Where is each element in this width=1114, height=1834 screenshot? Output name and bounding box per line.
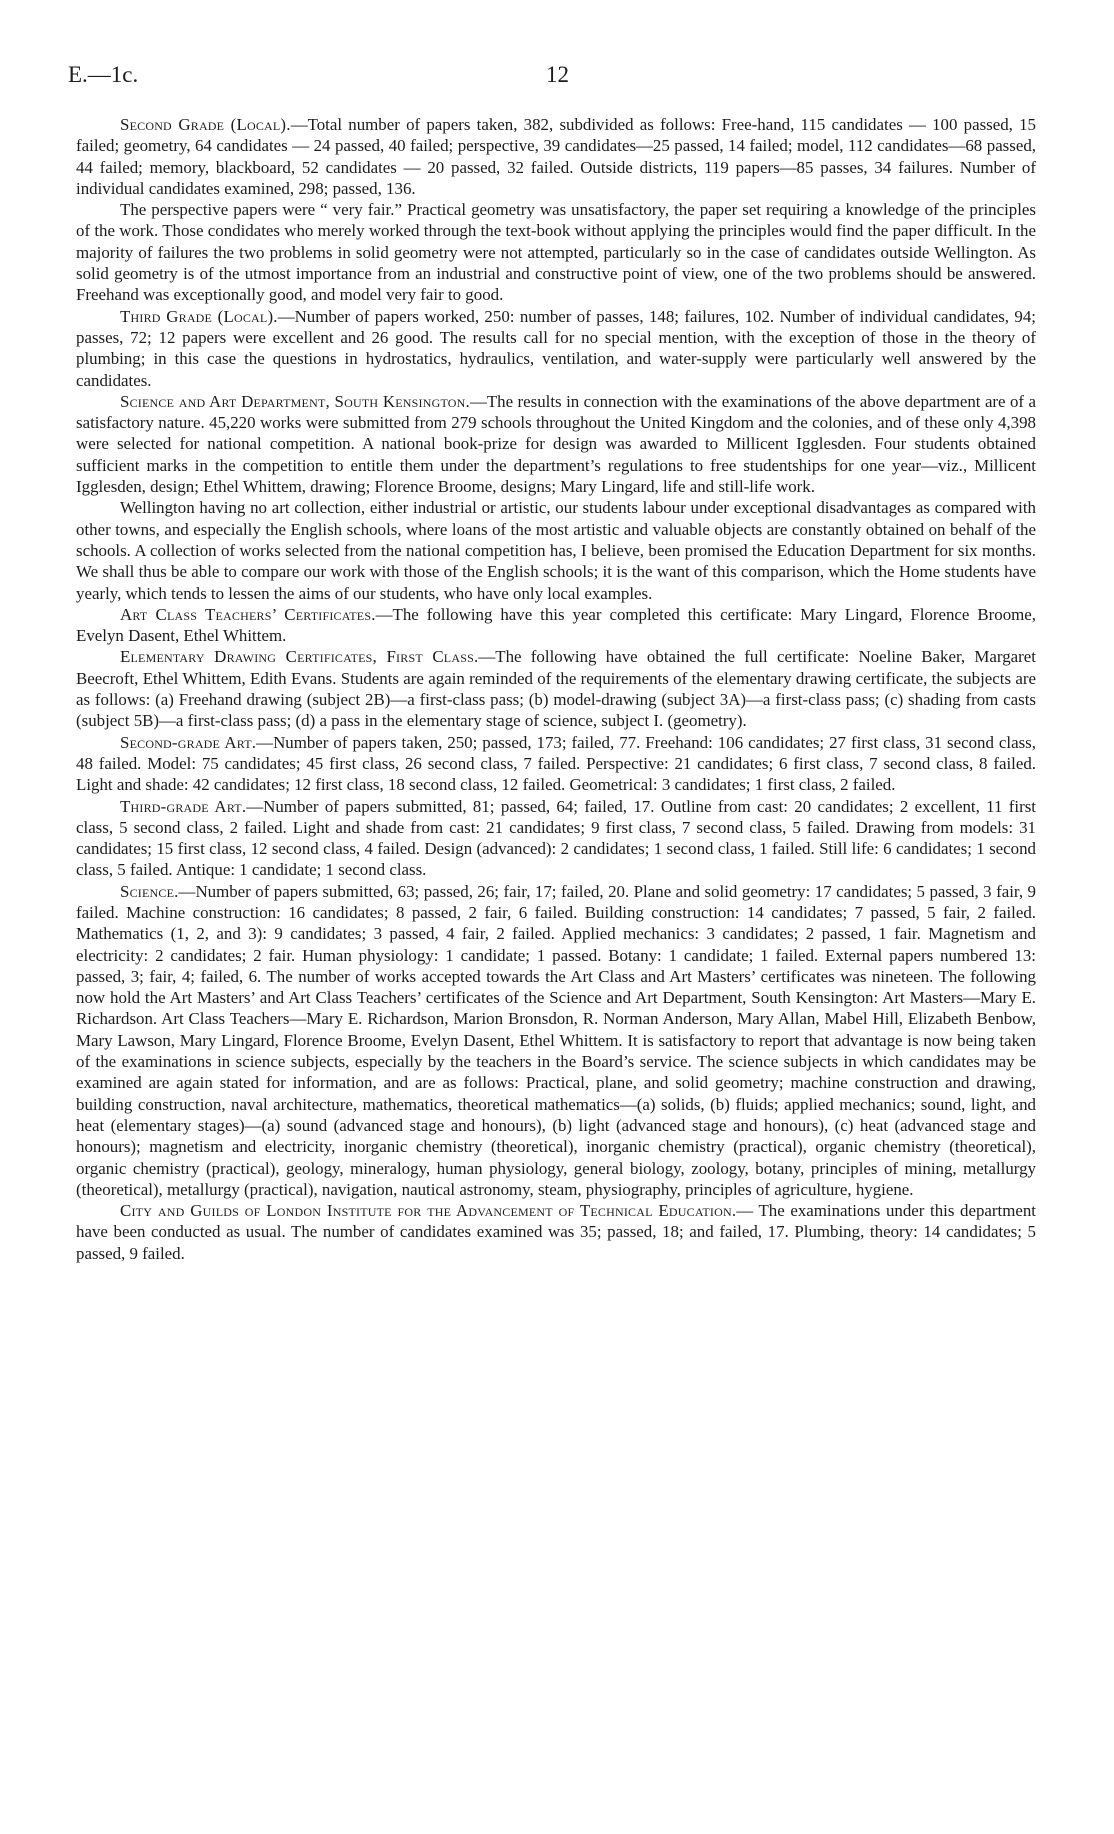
paragraph-wellington-collection (76, 497, 1036, 603)
paragraph-science (76, 881, 1036, 1200)
page-header (68, 62, 1046, 94)
paragraph-text: — The examinations under this department have been conducted as usual. The number of candidates examined was 35; passed, 18; and failed, 17. Plumbing, theory: 14 candidates; 5 passed, 9 failed. (76, 1201, 1036, 1263)
paragraph-heading: Second-grade Art. (120, 732, 257, 752)
paragraph-text: —Total number of papers taken, 382, subdivided as follows: Free-hand, 115 candidates — 100 passed, 15 failed; geometry, 64 candidates — 24 passed, 40 failed; perspective, 39 candidates—25 passed, 14 failed; model, 112 candidates—68 passed, 44 failed; memory, blackboard, 52 candidates — 20 passed, 32 failed. Outside districts, 119 papers—85 passes, 34 failures. Number of individual candidates examined, 298; passed, 136. (76, 115, 1036, 198)
paragraph-heading: Elementary Drawing Certificates, First Class. (120, 647, 479, 667)
paragraph-heading: Third Grade (Local). (120, 306, 278, 326)
paragraph-text: The perspective papers were “ very fair.” Practical geometry was unsatisfactory, the paper set requiring a knowledge of the principles of the work. Those condidates who merely worked through the text-book without applying the principles would find the paper difficult. In the majority of failures the two problems in solid geometry were not attempted, particularly so in the case of candidates outside Wellington. As solid geometry is of the utmost importance from an industrial and constructive point of view, one of the two problems should be answered. Freehand was exceptionally good, and model very fair to good. (76, 200, 1036, 305)
report-reference: E.—1c. (68, 62, 139, 87)
paragraph-second-grade-art (76, 732, 1036, 796)
paragraph-science-art-department (76, 391, 1036, 497)
paragraph-text: —The following have this year completed this certificate: Mary Lingard, Florence Broome, Evelyn Dasent, Ethel Whittem. (76, 604, 1036, 646)
paragraph-third-grade-art (76, 796, 1036, 881)
paragraph-text: —The results in connection with the examinations of the above department are of a satisfactory nature. 45,220 works were submitted from 279 schools throughout the United Kingdom and the colonies, and of these only 4,398 were selected for national competition. A national book-prize for design was awarded to Millicent Igglesden. Four students obtained sufficient marks in the competition to entitle them under the department’s regulations to free studentships for one year—viz., Millicent Igglesden, design; Ethel Whittem, drawing; Florence Broome, designs; Mary Lingard, life and still-life work. (76, 391, 1036, 497)
paragraph-heading: Art Class Teachers’ Certificates. (120, 604, 376, 624)
page-number: 12 (546, 62, 569, 87)
paragraph-heading: Science. (120, 881, 179, 901)
paragraph-third-grade-local (76, 306, 1036, 391)
paragraph-city-and-guilds (76, 1200, 1036, 1264)
paragraph-heading: Second Grade (Local). (120, 115, 291, 134)
paragraph-second-grade-local (76, 114, 1036, 199)
paragraph-elementary-drawing (76, 646, 1036, 731)
paragraph-text: —Number of papers submitted, 63; passed, 26; fair, 17; failed, 20. Plane and solid geometry: 17 candidates; 5 passed, 3 fair, 9 failed. Machine construction: 16 candidates; 8 passed, 2 fair, 6 failed. Building construction: 14 candidates; 7 passed, 5 fair, 2 failed. Mathematics (1, 2, and 3): 9 candidates; 3 passed, 4 fair, 2 failed. Applied mechanics: 3 candidates; 2 passed, 1 fair. Magnetism and electricity: 2 candidates; 2 fair. Human physiology: 1 candidate; 1 passed. Botany: 1 candidate; 1 failed. External papers numbered 13: passed, 3; fair, 4; failed, 6. The number of works accepted towards the Art Class and Art Masters’ certificates was nineteen. The following now hold the Art Masters’ and Art Class Teachers’ certificates of the Science and Art Department, South Kensington: Art Masters—Mary E. Richardson. Art Class Teachers—Mary E. Richardson, Marion Bronsdon, R. Norman Anderson, Mary Allan, Mabel Hill, Elizabeth Benbow, Mary Lawson, Mary Lingard, Florence Broome, Evelyn Dasent, Ethel Whittem. It is satisfactory to report that advantage is now being taken of the examinations in science subjects, especially by the teachers in the Board’s service. The science subjects in which candidates may be examined are again stated for information, and are as follows: Practical, plane, and solid geometry; machine construction and drawing, building construction, naval architecture, mathematics, theoretical mathematics—(a) solids, (b) fluids; applied mechanics; sound, light, and heat (elementary stages)—(a) sound (advanced stage and honours), (b) light (advanced stage and honours), (c) heat (advanced stage and honours); magnetism and electricity, inorganic chemistry (theoretical), inorganic chemistry (practical), organic chemistry (theoretical), organic chemistry (practical), geology, mineralogy, human physiology, general biology, zoology, botany, principles of mining, metallurgy (theoretical), metallurgy (practical), navigation, nautical astronomy, steam, physiography, principles of agriculture, hygiene. (76, 881, 1036, 1199)
report-body (76, 114, 1036, 1264)
paragraph-text: Wellington having no art collection, either industrial or artistic, our students labour under exceptional disadvantages as compared with other towns, and especially the English schools, where loans of the most artistic and valuable objects are constantly obtained on behalf of the schools. A collection of works selected from the national competition has, I believe, been promised the Education Department for six months. We shall thus be able to compare our work with those of the English schools; it is the want of this comparison, which the Home students have yearly, which tends to lessen the aims of our students, who have only local examples. (76, 498, 1036, 603)
paragraph-text: —Number of papers worked, 250: number of passes, 148; failures, 102. Number of individual candidates, 94; passes, 72; 12 papers were excellent and 26 good. The results call for no special mention, with the exception of those in the theory of plumbing; in this case the questions in hydrostatics, hydraulics, ventilation, and water-supply were particularly well answered by the candidates. (76, 306, 1036, 390)
paragraph-text: —Number of papers taken, 250; passed, 173; failed, 77. Freehand: 106 candidates; 27 first class, 31 second class, 48 failed. Model: 75 candidates; 45 first class, 26 second class, 7 failed. Perspective: 21 candidates; 6 first class, 7 second class, 8 failed. Light and shade: 42 candidates; 12 first class, 18 second class, 12 failed. Geometrical: 3 candidates; 1 first class, 2 failed. (76, 732, 1036, 795)
paragraph-text: —Number of papers submitted, 81; passed, 64; failed, 17. Outline from cast: 20 candidates; 2 excellent, 11 first class, 5 second class, 2 failed. Light and shade from cast: 21 candidates; 9 first class, 7 second class, 5 failed. Drawing from models: 31 candidates; 15 first class, 12 second class, 4 failed. Design (advanced): 2 candidates; 1 second class, 1 failed. Still life: 6 candidates; 1 second class, 5 failed. Antique: 1 candidate; 1 second class. (76, 796, 1036, 880)
paragraph-text: —The following have obtained the full certificate: Noeline Baker, Margaret Beecroft, Ethel Whittem, Edith Evans. Students are again reminded of the requirements of the elementary drawing certificate, the subjects are as follows: (a) Freehand drawing (subject 2B)—a first-class pass; (b) model-drawing (subject 3A)—a first-class pass; (c) shading from casts (subject 5B)—a first-class pass; (d) a pass in the elementary stage of science, subject I. (geometry). (76, 647, 1036, 731)
paragraph-heading: Science and Art Department, South Kensington. (120, 391, 470, 411)
paragraph-perspective-papers (76, 199, 1036, 305)
paragraph-heading: Third-grade Art. (120, 796, 247, 816)
paragraph-art-class-teachers (76, 604, 1036, 647)
paragraph-heading: City and Guilds of London Institute for the Advancement of Technical Education. (120, 1201, 737, 1221)
